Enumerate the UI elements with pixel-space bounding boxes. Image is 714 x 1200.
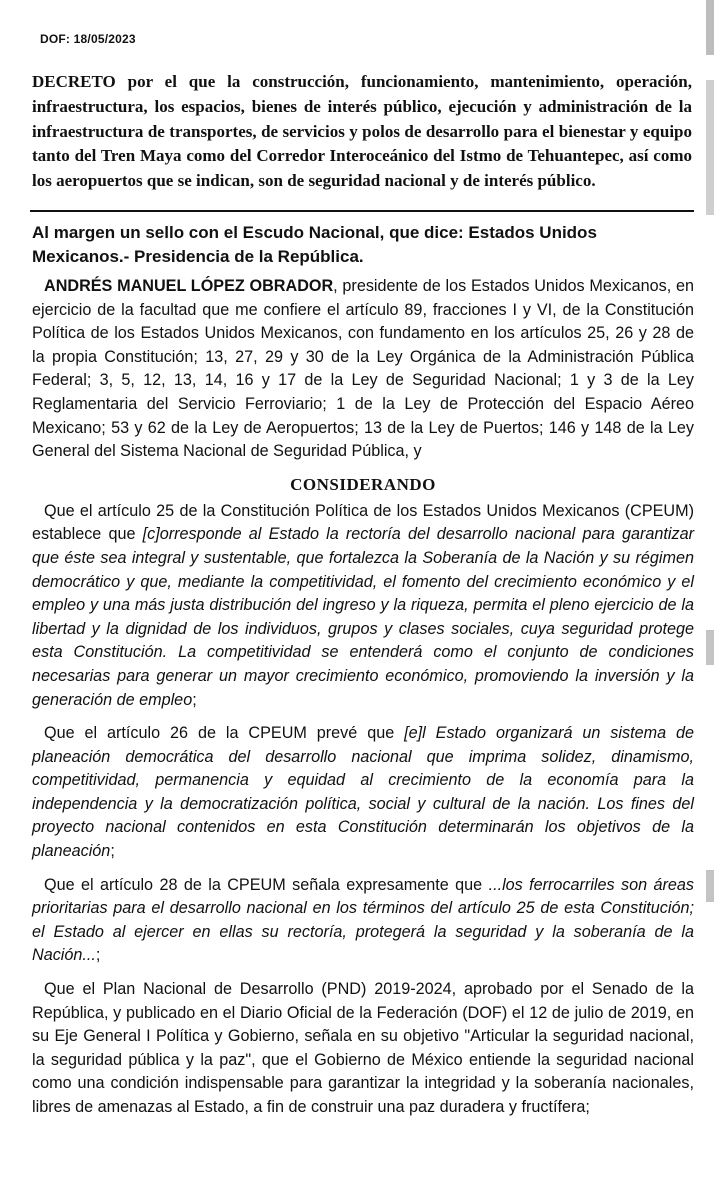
decree-title: DECRETO por el que la construcción, funcionamiento, mantenimiento, operación, infraestructura, los espacios, bienes de interés público, ejecución y administración de la infraestructura de transportes, de servicios y polos de desarrollo para el bienestar y equipo tanto del Tren Maya como del Corredor Interoceánico del Istmo de Tehuantepec, así como los aeropuertos que se indican, son de seguridad nacional y de interés público.	[32, 72, 692, 191]
recital-outro: ;	[192, 690, 197, 709]
title-divider	[30, 210, 694, 212]
recital-intro: Que el Plan Nacional de Desarrollo (PND) 2019-2024, aprobado por el Senado de la República, y publicado en el Diario Oficial de la Federación (DOF) el 12 de julio de 2019, en su Eje General I Política y Gobierno, señala en su objetivo "Articular la seguridad nacional, la seguridad pública y la paz", que el Gobierno de México entiende la seguridad nacional como una condición indispensable para garantizar la integridad y la soberanía nacionales, libres de amenazas al Estado, a fin de construir una paz duradera y fructífera;	[32, 980, 694, 1116]
recital-quote: ...los ferrocarriles son áreas prioritarias para el desarrollo nacional en los términos del artículo 25 de esta Constitución; el Estado al ejercer en ellas su rectoría, protegerá la seguridad y la soberanía de la Nación...	[32, 875, 694, 965]
preamble-text: , presidente de los Estados Unidos Mexicanos, en ejercicio de la facultad que me confiere el artículo 89, fracciones I y VI, de la Constitución Política de los Estados Unidos Mexicanos, con fundamento en los artículos 25, 26 y 28 de la propia Constitución; 13, 27, 29 y 30 de la Ley Orgánica de la Administración Pública Federal; 3, 5, 12, 13, 14, 16 y 17 de la Ley de Seguridad Nacional; 1 y 3 de la Ley Reglamentaria del Servicio Ferroviario; 1 de la Ley de Protección del Espacio Aéreo Mexicano; 53 y 62 de la Ley de Aeropuertos; 13 de la Ley de Puertos; 146 y 148 de la Ley General del Sistema Nacional de Seguridad Pública, y	[32, 277, 695, 461]
scrollbar-thumb[interactable]	[706, 630, 714, 665]
recital-paragraph	[32, 500, 694, 712]
document-body	[32, 221, 694, 1130]
recital-paragraph	[32, 978, 694, 1120]
margin-note: Al margen un sello con el Escudo Nacional, que dice: Estados Unidos Mexicanos.- Presidencia de la República.	[32, 223, 597, 266]
recital-outro: ;	[110, 842, 115, 861]
recital-intro: Que el artículo 25 de la Constitución Política de los Estados Unidos Mexicanos (CPEUM) establece que	[32, 501, 694, 544]
recital-outro: ;	[95, 946, 101, 965]
recital-paragraph	[32, 874, 694, 968]
recital-paragraph	[32, 722, 694, 864]
recital-intro: Que el artículo 26 de la CPEUM prevé que	[44, 724, 405, 743]
president-name: ANDRÉS MANUEL LÓPEZ OBRADOR	[44, 277, 334, 295]
page-edge-bar	[706, 80, 714, 215]
page-edge-bar	[706, 870, 714, 902]
considerando-heading: CONSIDERANDO	[290, 474, 436, 494]
dof-date: DOF: 18/05/2023	[40, 32, 136, 46]
page-edge-bar	[706, 0, 714, 55]
preamble-paragraph	[32, 275, 694, 464]
recital-intro: Que el artículo 28 de la CPEUM señala expresamente que	[44, 875, 489, 894]
recital-quote: [c]orresponde al Estado la rectoría del desarrollo nacional para garantizar que éste sea integral y sustentable, que fortalezca la Soberanía de la Nación y su régimen democrático y que, mediante la competitividad, el fomento del crecimiento económico y el empleo y una más justa distribución del ingreso y la riqueza, permita el pleno ejercicio de la libertad y la dignidad de los individuos, grupos y clases sociales, cuya seguridad protege esta Constitución. La competitividad se entenderá como el conjunto de condiciones necesarias para generar un mayor crecimiento económico, promoviendo la inversión y la generación de empleo	[32, 525, 694, 709]
recital-quote: [e]l Estado organizará un sistema de planeación democrática del desarrollo nacional que imprima solidez, dinamismo, competitividad, permanencia y equidad al crecimiento de la economía para la independencia y la democratización política, social y cultural de la nación. Los fines del proyecto nacional contenidos en esta Constitución determinarán los objetivos de la planeación	[32, 724, 695, 861]
